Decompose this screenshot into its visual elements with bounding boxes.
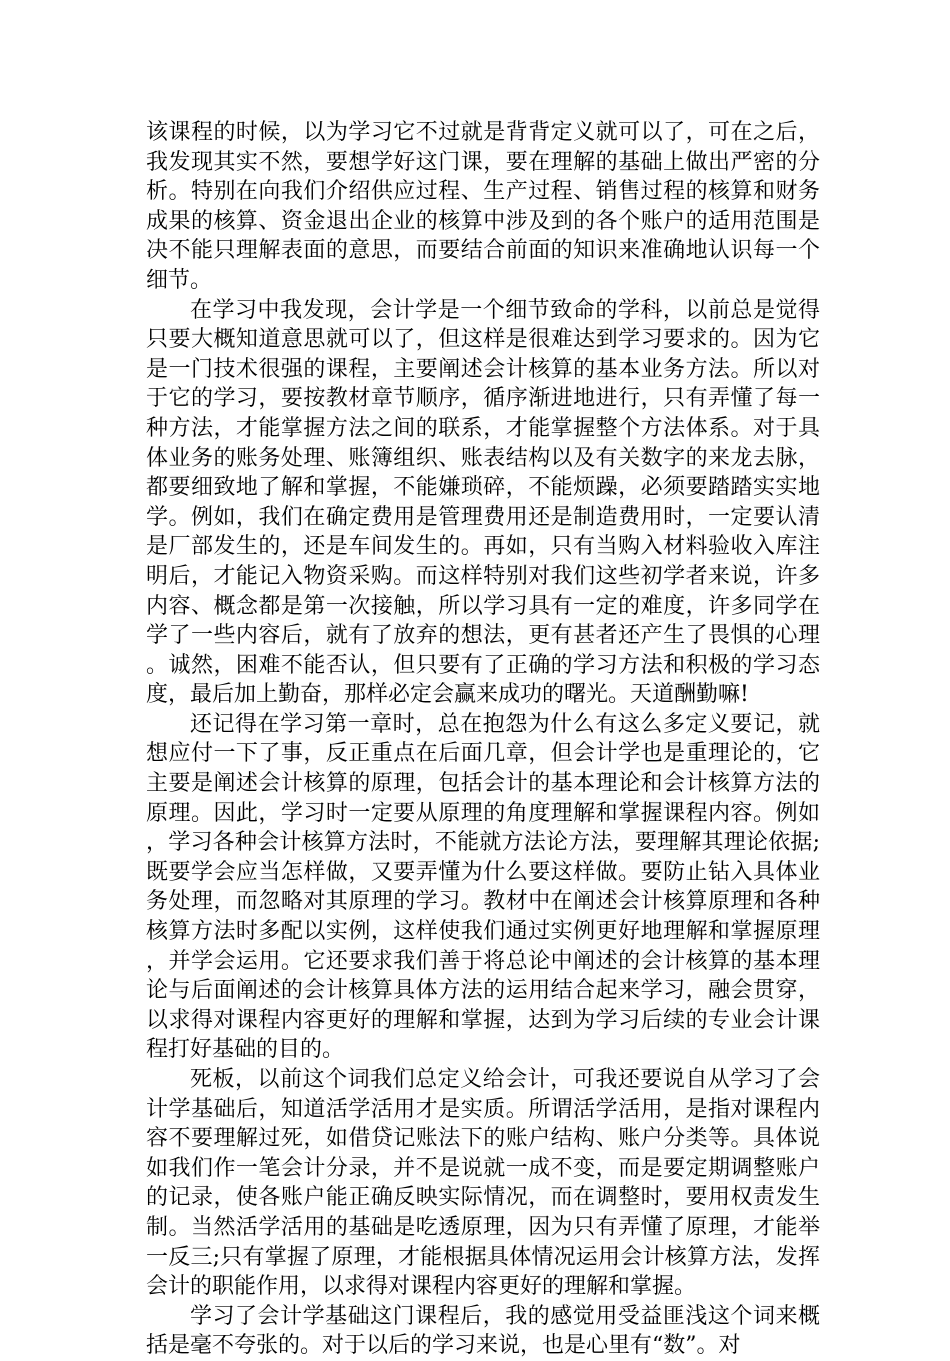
paragraph-continuation: 该课程的时候，以为学习它不过就是背背定义就可以了，可在之后，我发现其实不然，要想学好这门课，要在理解的基础上做出严密的分析。特别在向我们介绍供应过程、生产过程、销售过程的核算和财务成果的核算、资金退出企业的核算中涉及到的各个账户的适用范围是决不能只理解表面的意思，而要结合前面的知识来准确地认识每一个细节。 xyxy=(146,120,820,293)
paragraph-conclusion-start: 学习了会计学基础这门课程后，我的感觉用受益匪浅这个词来概括是毫不夸张的。对于以后的学习来说，也是心里有“数”。对 xyxy=(146,1303,820,1359)
paragraph-flexible-learning: 死板，以前这个词我们总定义给会计，可我还要说自从学习了会计学基础后，知道活学活用才是实质。所谓活学活用，是指对课程内容不要理解过死，如借贷记账法下的账户结构、账户分类等。具体说如我们作一笔会计分录，并不是说就一成不变，而是要定期调整账户的记录，使各账户能正确反映实际情况，而在调整时，要用权责发生制。当然活学活用的基础是吃透原理，因为只有弄懂了原理，才能举一反三;只有掌握了原理，才能根据具体情况运用会计核算方法，发挥会计的职能作用，以求得对课程内容更好的理解和掌握。 xyxy=(146,1067,820,1300)
paragraph-chapter-one-theory: 还记得在学习第一章时，总在抱怨为什么有这么多定义要记，就想应付一下了事，反正重点在后面几章，但会计学也是重理论的，它主要是阐述会计核算的原理，包括会计的基本理论和会计核算方法的原理。因此，学习时一定要从原理的角度理解和掌握课程内容。例如，学习各种会计核算方法时，不能就方法论方法，要理解其理论依据;既要学会应当怎样做，又要弄懂为什么要这样做。要防止钻入具体业务处理，而忽略对其原理的学习。教材中在阐述会计核算原理和各种核算方法时多配以实例，这样使我们通过实例更好地理解和掌握原理，并学会运用。它还要求我们善于将总论中阐述的会计核算的基本理论与后面阐述的会计核算具体方法的运用结合起来学习，融会贯穿，以求得对课程内容更好的理解和掌握，达到为学习后续的专业会计课程打好基础的目的。 xyxy=(146,711,820,1063)
paragraph-detail-learning: 在学习中我发现，会计学是一个细节致命的学科，以前总是觉得只要大概知道意思就可以了，但这样是很难达到学习要求的。因为它是一门技术很强的课程，主要阐述会计核算的基本业务方法。所以对于它的学习，要按教材章节顺序，循序渐进地进行，只有弄懂了每一种方法，才能掌握方法之间的联系，才能掌握整个方法体系。对于具体业务的账务处理、账簿组织、账表结构以及有关数字的来龙去脉，都要细致地了解和掌握，不能嫌琐碎，不能烦躁，必须要踏踏实实地学。例如，我们在确定费用是管理费用还是制造费用时，一定要认清是厂部发生的，还是车间发生的。再如，只有当购入材料验收入库注明后，才能记入物资采购。而这样特别对我们这些初学者来说，许多内容、概念都是第一次接触，所以学习具有一定的难度，许多同学在学了一些内容后，就有了放弃的想法，更有甚者还产生了畏惧的心理。诚然，困难不能否认，但只要有了正确的学习方法和积极的学习态度，最后加上勤奋，那样必定会赢来成功的曙光。天道酬勤嘛! xyxy=(146,297,820,708)
document-body xyxy=(146,118,820,1361)
